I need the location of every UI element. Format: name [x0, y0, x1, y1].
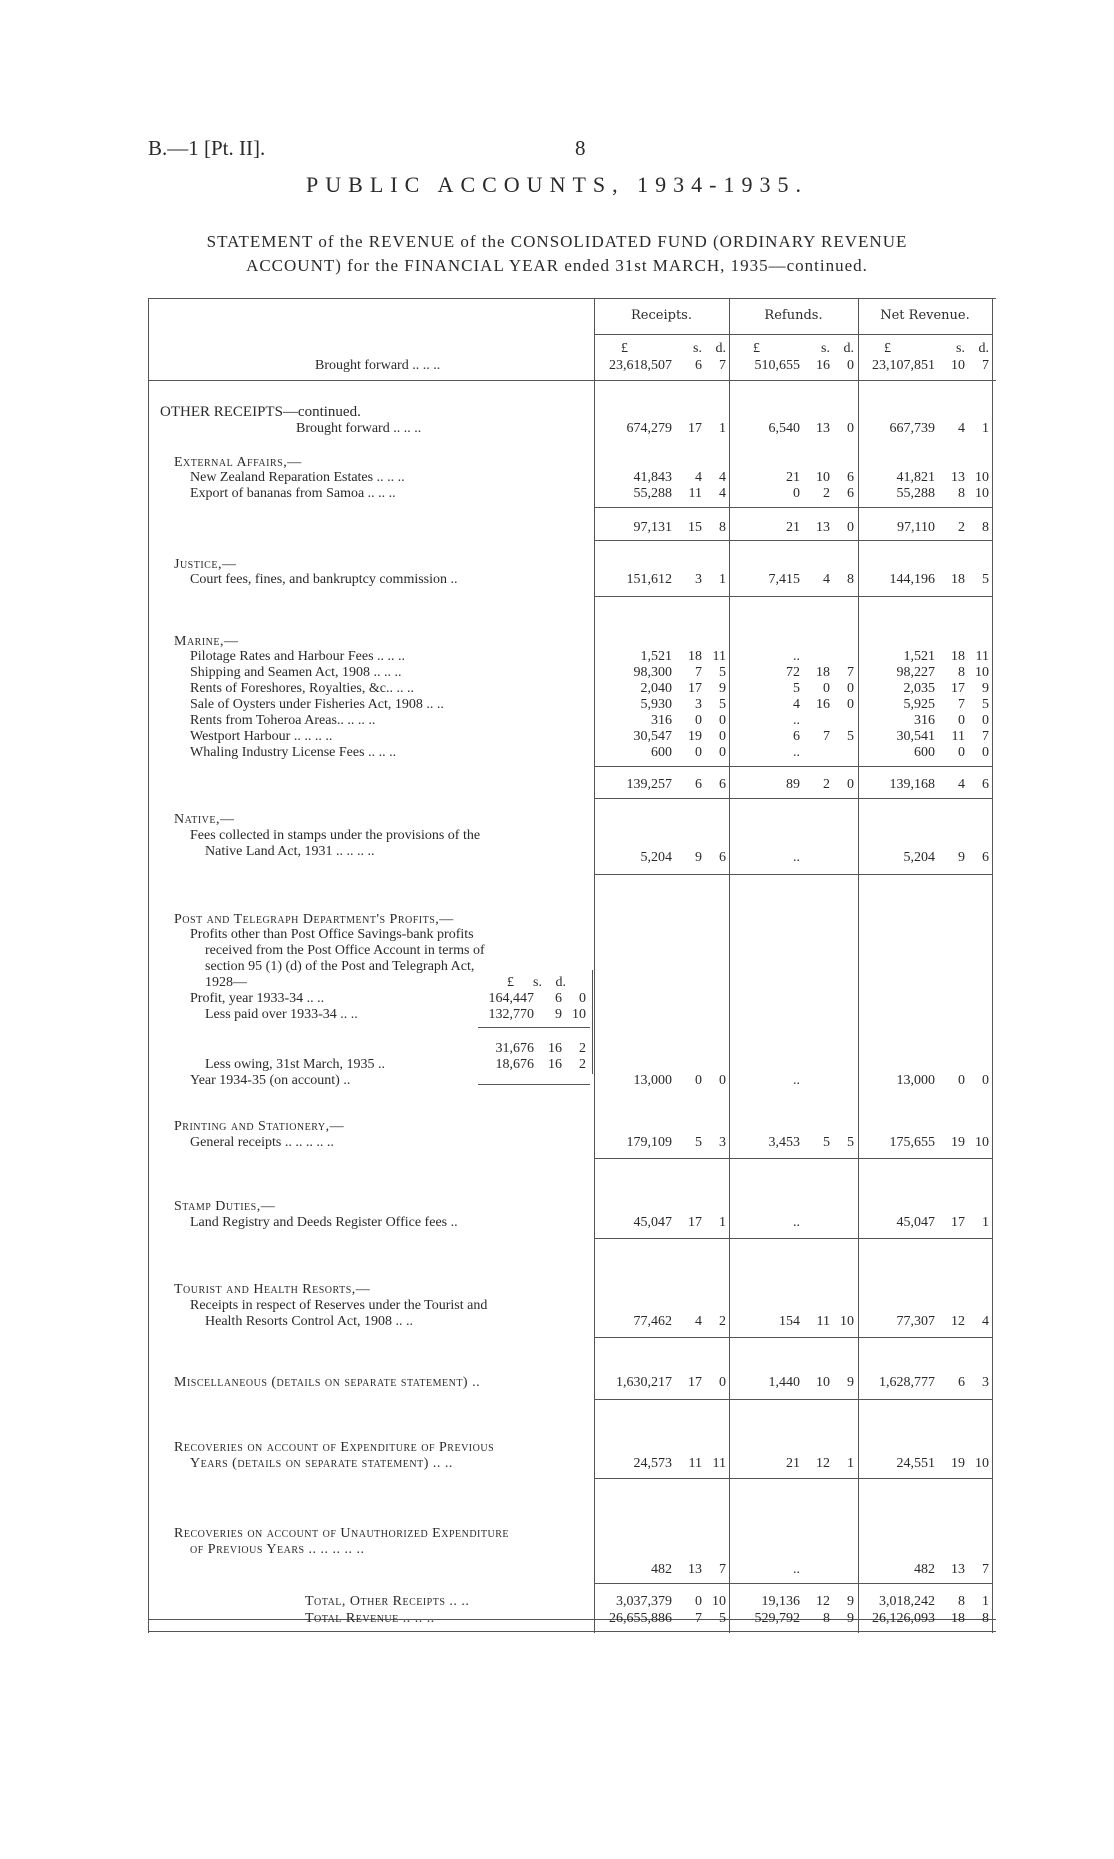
subtotal-receipts: 139,257 6 6: [626, 777, 726, 792]
line-item-net: 600 0 0: [914, 745, 989, 760]
line-item-refunds: 6 7 5: [793, 729, 854, 744]
unit-pence: d.: [978, 341, 989, 356]
unit-shillings: s.: [693, 341, 702, 356]
inner-amount: 132,770 9 10: [488, 1007, 586, 1022]
section-rule: [594, 1238, 992, 1239]
unit-pound: £: [507, 975, 514, 990]
other-bf-receipts: 674,279 17 1: [626, 421, 726, 436]
unit-pence: d.: [843, 341, 854, 356]
total-other-refunds: 19,136 12 9: [761, 1594, 854, 1609]
inner-amount: 31,676 16 2: [495, 1041, 586, 1056]
unit-pence: d.: [715, 341, 726, 356]
section-rule: [594, 1337, 992, 1338]
line-item-receipts: 179,109 5 3: [626, 1135, 726, 1150]
line-item-label: Land Registry and Deeds Register Office fees ..: [190, 1215, 458, 1230]
line-item-refunds: 21 10 6: [786, 470, 854, 485]
line-item-net: 30,541 11 7: [896, 729, 989, 744]
line-item-label: Pilotage Rates and Harbour Fees .. .. ..: [190, 649, 406, 664]
line-item-net: 316 0 0: [914, 713, 989, 728]
line-item-receipts: 1,521 18 11: [640, 649, 726, 664]
section-heading-justice: Justice,—: [174, 557, 237, 572]
line-item-net: 5,204 9 6: [903, 850, 989, 865]
page-title: PUBLIC ACCOUNTS, 1934-1935.: [306, 172, 808, 197]
line-item-net: 144,196 18 5: [889, 572, 989, 587]
line-item-net: 55,288 8 10: [896, 486, 989, 501]
other-bf-refunds: 6,540 13 0: [768, 421, 854, 436]
line-item-receipts: 316 0 0: [651, 713, 726, 728]
line-item-label: Shipping and Seamen Act, 1908 .. .. ..: [190, 665, 402, 680]
section-heading-stamp-duties: Stamp Duties,—: [174, 1199, 276, 1214]
unit-pound: £: [621, 341, 628, 356]
line-item-refunds: ..: [793, 713, 800, 728]
line-item-receipts: 77,462 4 2: [633, 1314, 726, 1329]
subtotal-rule: [594, 798, 992, 799]
receipts-units: [598, 341, 726, 357]
line-item-receipts: 30,547 19 0: [633, 729, 726, 744]
other-brought-forward-label: Brought forward .. .. ..: [296, 421, 422, 436]
line-item-label: Fees collected in stamps under the provisions of the: [190, 828, 481, 843]
line-item-label: Court fees, fines, and bankruptcy commission ..: [190, 572, 458, 587]
line-item-net: 77,307 12 4: [896, 1314, 989, 1329]
line-item-net: 45,047 17 1: [896, 1215, 989, 1230]
line-item-net: 2,035 17 9: [903, 681, 989, 696]
column-header-rule: [594, 334, 992, 335]
section-rule: [594, 874, 992, 875]
inner-units: [468, 975, 566, 991]
net-units: [861, 341, 989, 357]
line-item-label: Rents from Toheroa Areas.. .. .. ..: [190, 713, 376, 728]
line-item-receipts: 41,843 4 4: [633, 470, 726, 485]
document-reference: B.—1 [Pt. II].: [148, 136, 266, 160]
line-item-label: Native Land Act, 1931 .. .. .. ..: [205, 844, 375, 859]
total-revenue-label: Total Revenue .. .. ..: [305, 1611, 435, 1626]
table-top-rule: [148, 298, 996, 299]
line-item-refunds: 154 11 10: [779, 1314, 854, 1329]
line-item-refunds: 0 2 6: [793, 486, 854, 501]
line-item-refunds: ..: [793, 1562, 800, 1577]
line-item-label: Rents of Foreshores, Royalties, &c.. .. ..: [190, 681, 414, 696]
line-item-receipts: 2,040 17 9: [640, 681, 726, 696]
line-item-net: 1,628,777 6 3: [879, 1375, 989, 1390]
total-other-receipts-label: Total, Other Receipts .. ..: [305, 1594, 470, 1609]
total-other-net: 3,018,242 8 1: [879, 1594, 989, 1609]
subtotal-receipts: 97,131 15 8: [633, 520, 726, 535]
other-bf-net: 667,739 4 1: [889, 421, 989, 436]
line-item-label: Miscellaneous (details on separate statement) ..: [174, 1375, 481, 1390]
total-revenue-refunds: 529,792 8 9: [754, 1611, 854, 1626]
line-item-label: Health Resorts Control Act, 1908 .. ..: [205, 1314, 414, 1329]
inner-rule: [478, 1027, 590, 1028]
line-item-label: of Previous Years .. .. .. .. ..: [190, 1542, 365, 1557]
subtotal-net: 97,110 2 8: [897, 520, 989, 535]
line-item-label: Profit, year 1933-34 .. ..: [190, 991, 325, 1006]
unit-pound: £: [753, 341, 760, 356]
line-item-net: 41,821 13 10: [896, 470, 989, 485]
brought-forward-label: Brought forward .. .. ..: [315, 358, 441, 373]
column-header-net-revenue: Net Revenue.: [880, 308, 970, 323]
line-item-receipts: 151,612 3 1: [626, 572, 726, 587]
line-item-net: 24,551 19 10: [896, 1456, 989, 1471]
line-item-receipts: 1,630,217 17 0: [616, 1375, 726, 1390]
inner-amount: 18,676 16 2: [495, 1057, 586, 1072]
line-item-label: Recoveries on account of Expenditure of Previous: [174, 1440, 495, 1455]
line-item-label: Export of bananas from Samoa .. .. ..: [190, 486, 396, 501]
section-heading-tourist: Tourist and Health Resorts,—: [174, 1282, 371, 1297]
line-item-label: Less paid over 1933-34 .. ..: [205, 1007, 358, 1022]
line-item-receipts: 98,300 7 5: [633, 665, 726, 680]
table-left-rule: [148, 298, 149, 1633]
table-right-rule: [992, 298, 993, 1633]
line-item-label: Whaling Industry License Fees .. .. ..: [190, 745, 397, 760]
line-item-net: 175,655 19 10: [889, 1135, 989, 1150]
leader-dots: .. .. ..: [412, 358, 441, 373]
line-item-refunds: ..: [793, 850, 800, 865]
line-item-label: Year 1934-35 (on account) ..: [190, 1073, 351, 1088]
line-item-refunds: 5 0 0: [793, 681, 854, 696]
column-divider-refunds: [729, 298, 730, 1633]
line-item-receipts: 600 0 0: [651, 745, 726, 760]
section-heading-native: Native,—: [174, 812, 235, 827]
column-divider-receipts: [594, 298, 595, 1633]
line-item-net: 1,521 18 11: [903, 649, 989, 664]
line-item-receipts: 24,573 11 11: [633, 1456, 726, 1471]
line-item-refunds: 3,453 5 5: [768, 1135, 854, 1150]
inner-rule: [478, 1084, 590, 1085]
line-item-net: 13,000 0 0: [896, 1073, 989, 1088]
subtotal-rule: [594, 540, 992, 541]
brought-forward-receipts: 23,618,507 6 7: [609, 358, 726, 373]
line-item-receipts: 55,288 11 4: [633, 486, 726, 501]
line-item-label: 1928—: [205, 975, 247, 990]
line-item-receipts: 13,000 0 0: [633, 1073, 726, 1088]
line-item-label: New Zealand Reparation Estates .. .. ..: [190, 470, 405, 485]
section-rule: [594, 1399, 992, 1400]
total-rule-bottom: [148, 1631, 996, 1632]
inner-amount: 164,447 6 0: [488, 991, 586, 1006]
line-item-label: Less owing, 31st March, 1935 ..: [205, 1057, 386, 1072]
section-heading-other-receipts: OTHER RECEIPTS—continued.: [160, 404, 361, 420]
inner-column-rule: [592, 970, 593, 1074]
line-item-receipts: 5,930 3 5: [640, 697, 726, 712]
section-heading-external-affairs: External Affairs,—: [174, 455, 302, 470]
column-header-receipts: Receipts.: [631, 308, 692, 323]
line-item-refunds: 1,440 10 9: [768, 1375, 854, 1390]
line-item-label: received from the Post Office Account in terms of: [205, 943, 485, 958]
section-rule: [594, 596, 992, 597]
line-item-refunds: 21 12 1: [786, 1456, 854, 1471]
line-item-label: Westport Harbour .. .. .. ..: [190, 729, 333, 744]
subtotal-net: 139,168 4 6: [889, 777, 989, 792]
line-item-label: section 95 (1) (d) of the Post and Telegraph Act,: [205, 959, 475, 974]
line-item-label: Recoveries on account of Unauthorized Expenditure: [174, 1526, 509, 1541]
section-rule: [594, 1478, 992, 1479]
line-item-label: Profits other than Post Office Savings-bank profits: [190, 927, 474, 942]
line-item-label: Receipts in respect of Reserves under the Tourist and: [190, 1298, 488, 1313]
line-item-net: 98,227 8 10: [896, 665, 989, 680]
section-rule: [594, 1158, 992, 1159]
line-item-receipts: 5,204 9 6: [640, 850, 726, 865]
unit-pound: £: [884, 341, 891, 356]
line-item-refunds: ..: [793, 1215, 800, 1230]
unit-pence: d.: [555, 975, 566, 990]
subtotal-rule: [594, 766, 992, 767]
statement-subtitle-line2: ACCOUNT) for the FINANCIAL YEAR ended 31st MARCH, 1935—continued.: [246, 256, 868, 275]
line-item-net: 5,925 7 5: [903, 697, 989, 712]
total-other-receipts: 3,037,379 0 10: [616, 1594, 726, 1609]
unit-shillings: s.: [821, 341, 830, 356]
column-header-refunds: Refunds.: [764, 308, 823, 323]
line-item-label: General receipts .. .. .. .. ..: [190, 1135, 334, 1150]
unit-shillings: s.: [956, 341, 965, 356]
section-heading-marine: Marine,—: [174, 634, 239, 649]
line-item-receipts: 45,047 17 1: [633, 1215, 726, 1230]
line-item-net: 482 13 7: [914, 1562, 989, 1577]
column-divider-net: [858, 298, 859, 1633]
unit-shillings: s.: [533, 975, 542, 990]
line-item-refunds: ..: [793, 649, 800, 664]
refunds-units: [732, 341, 854, 357]
page-number: 8: [575, 136, 586, 160]
line-item-label: Years (details on separate statement) .. ..: [190, 1456, 453, 1471]
brought-forward-net: 23,107,851 10 7: [872, 358, 989, 373]
subtotal-rule: [594, 507, 992, 508]
line-item-refunds: ..: [793, 1073, 800, 1088]
section-rule: [594, 1583, 992, 1584]
line-item-refunds: 72 18 7: [786, 665, 854, 680]
total-revenue-net: 26,126,093 18 8: [872, 1611, 989, 1626]
line-item-receipts: 482 13 7: [651, 1562, 726, 1577]
subtotal-refunds: 89 2 0: [786, 777, 854, 792]
line-item-refunds: ..: [793, 745, 800, 760]
section-heading-printing: Printing and Stationery,—: [174, 1119, 345, 1134]
brought-forward-rule: [148, 380, 996, 381]
line-item-label: Sale of Oysters under Fisheries Act, 1908 .. ..: [190, 697, 444, 712]
subtotal-refunds: 21 13 0: [786, 520, 854, 535]
total-revenue-receipts: 26,655,886 7 5: [609, 1611, 726, 1626]
line-item-refunds: 4 16 0: [793, 697, 854, 712]
brought-forward-refunds: 510,655 16 0: [754, 358, 854, 373]
statement-subtitle-line1: STATEMENT of the REVENUE of the CONSOLIDATED FUND (ORDINARY REVENUE: [206, 232, 908, 251]
line-item-refunds: 7,415 4 8: [768, 572, 854, 587]
section-heading-post-telegraph: Post and Telegraph Department's Profits,—: [174, 912, 454, 927]
